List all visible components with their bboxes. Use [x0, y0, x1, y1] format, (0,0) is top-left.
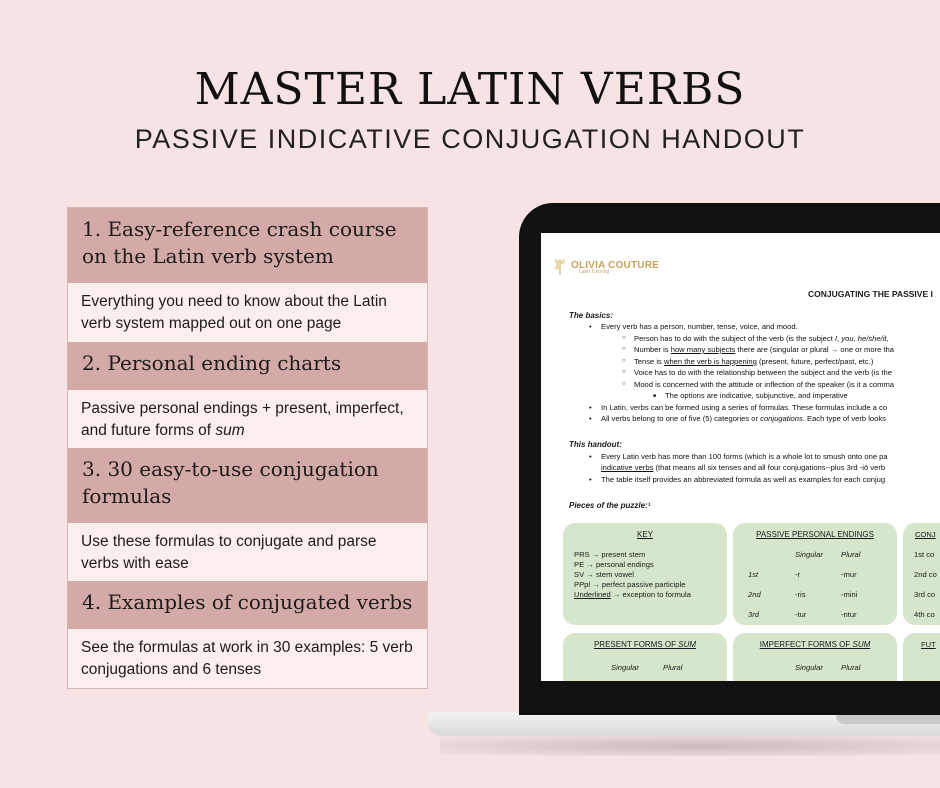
pieces-heading: Pieces of the puzzle:¹: [569, 501, 651, 510]
handout-document: [541, 233, 940, 681]
doc-line: ○ Number is how many subjects there are (singular or plural → one or more tha: [634, 345, 894, 354]
butterfly-logo-icon: [553, 253, 567, 277]
present-sum-title-text: PRESENT FORMS OF: [593, 640, 679, 649]
present-sum-col-plural: Plural: [663, 663, 683, 672]
key-card: [563, 523, 727, 625]
endings-person: 1st: [748, 570, 759, 579]
key-line: Underlined → exception to formula: [574, 590, 691, 599]
imperfect-sum-col-plural: Plural: [841, 663, 861, 672]
key-line: SV → stem vowel: [574, 570, 634, 579]
present-sum-title-emph: SUM: [678, 640, 697, 649]
doc-line: • Every Latin verb has more than 100 forms (which is a whole lot to smush onto one pa: [601, 452, 888, 461]
endings-singular: -r: [795, 570, 801, 579]
conj-row: 3rd co: [914, 590, 936, 599]
conj-row: 2nd co: [914, 570, 937, 579]
present-sum-card: [563, 633, 727, 681]
imperfect-sum-title-text: IMPERFECT FORMS OF: [759, 640, 853, 649]
feature-heading-1: 1. Easy-reference crash course on the Latin verb system: [68, 208, 427, 283]
imperfect-sum-card: [733, 633, 897, 681]
handout-heading: This handout:: [569, 440, 622, 449]
key-line: PPpl → perfect passive participle: [574, 580, 686, 589]
feature-heading-2: 2. Personal ending charts: [68, 342, 427, 390]
imperfect-sum-col-singular: Singular: [795, 663, 823, 672]
conjugations-card: [903, 523, 940, 625]
feature-body-1: Everything you need to know about the Latin verb system mapped out on one page: [68, 283, 427, 342]
imperfect-sum-title: [733, 640, 897, 649]
feature-body-3: Use these formulas to conjugate and parse verbs with ease: [68, 523, 427, 581]
future-sum-card: [903, 633, 940, 681]
feature-body-2-emphasis: sum: [215, 422, 245, 439]
conj-row: 4th co: [914, 610, 935, 619]
endings-singular: -ris: [795, 590, 806, 599]
doc-line: ○ Mood is concerned with the attitude or inflection of the speaker (is it a comma: [634, 380, 894, 389]
endings-card: [733, 523, 897, 625]
endings-col-singular: Singular: [795, 550, 823, 559]
doc-line: ○ Voice has to do with the relationship between the subject and the verb (is the: [634, 368, 892, 377]
doc-line: • All verbs belong to one of five (5) categories or conjugations. Each type of verb looks: [601, 414, 886, 423]
key-card-title: KEY: [636, 530, 653, 539]
basics-heading: The basics:: [569, 311, 614, 320]
doc-line: ○ Person has to do with the subject of the verb (is the subject I, you, he/she/it,: [634, 334, 889, 343]
conjugations-card-title: CONJ: [915, 530, 936, 539]
endings-person: 3rd: [748, 610, 759, 619]
future-sum-title: FUT: [921, 640, 936, 649]
feature-list: [67, 207, 428, 689]
conj-row: 1st co: [914, 550, 935, 559]
endings-col-plural: Plural: [841, 550, 861, 559]
feature-heading-4: 4. Examples of conjugated verbs: [68, 581, 427, 629]
endings-card-title: PASSIVE PERSONAL ENDINGS: [756, 530, 874, 539]
doc-line: • The table itself provides an abbreviated formula as well as examples for each conjug: [601, 475, 885, 484]
feature-body-4: See the formulas at work in 30 examples: 5 verb conjugations and 6 tenses: [68, 629, 427, 688]
doc-line: ○ Tense is when the verb is happening (present, future, perfect/past, etc.): [634, 357, 873, 366]
feature-body-2-text: Passive personal endings + present, imperfect, and future forms of: [81, 400, 404, 439]
doc-title: CONJUGATING THE PASSIVE I: [808, 289, 933, 299]
imperfect-sum-title-emph: SUM: [852, 640, 871, 649]
key-line: PE → personal endings: [574, 560, 654, 569]
doc-logo-text: OLIVIA COUTURE: [571, 259, 659, 271]
doc-line: • In Latin, verbs can be formed using a series of formulas. These formulas include a co: [601, 403, 887, 412]
doc-line: ■ The options are indicative, subjunctive, and imperative: [665, 391, 848, 400]
page-subtitle: PASSIVE INDICATIVE CONJUGATION HANDOUT: [134, 124, 806, 154]
endings-plural: -ntur: [841, 610, 857, 619]
doc-line: • Every verb has a person, number, tense, voice, and mood.: [601, 322, 798, 331]
key-line: PRS → present stem: [574, 550, 646, 559]
laptop-shadow: [440, 736, 940, 756]
feature-body-2: [68, 390, 427, 448]
present-sum-title: [563, 640, 727, 649]
endings-plural: -mini: [841, 590, 858, 599]
doc-line: indicative verbs (that means all six tenses and all four conjugations--plus 3rd -iō verb: [601, 463, 886, 472]
doc-logo-subtext: Latin Tutoring: [579, 269, 610, 275]
endings-plural: -mur: [841, 570, 857, 579]
feature-heading-3: 3. 30 easy-to-use conjugation formulas: [68, 448, 427, 523]
endings-person: 2nd: [748, 590, 761, 599]
page-title: MASTER LATIN VERBS: [194, 64, 746, 115]
endings-singular: -tur: [795, 610, 807, 619]
present-sum-col-singular: Singular: [611, 663, 639, 672]
